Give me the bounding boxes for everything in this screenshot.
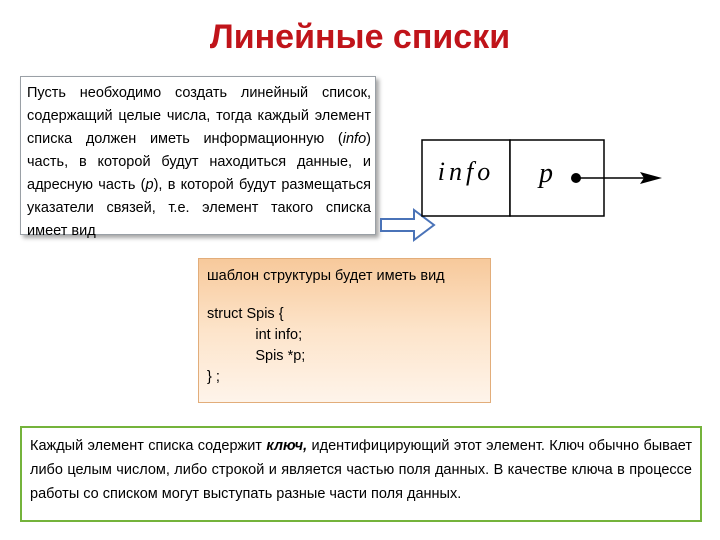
intro-text-part: Пусть необходимо создать линейный список, содержащий целые числа, тогда каждый элемент списка должен иметь информационную (	[27, 85, 371, 147]
key-text-part: идентифицирующий этот элемент. Ключ обычно бывает либо целым числом, либо строкой и является частью поля данных. В качестве ключа в процессе работы со списком могут выступать разные части поля данных.	[30, 438, 692, 502]
list-node-diagram	[418, 138, 668, 218]
intro-text-box	[20, 76, 376, 239]
code-line: } ;	[207, 369, 220, 385]
p-term: p	[145, 177, 154, 193]
key-term: ключ,	[266, 438, 308, 454]
code-heading: шаблон структуры будет иметь вид	[207, 268, 445, 284]
struct-template-box	[198, 258, 491, 403]
intro-text-part: ), в которой будут размещаться указатели связей, т.е. элемент такого списка имеет вид	[27, 177, 371, 239]
pointer-cell-label: p	[539, 158, 553, 189]
code-line: int info;	[207, 327, 303, 343]
code-line: Spis *p;	[207, 348, 306, 364]
key-description-box	[20, 426, 702, 522]
info-term: info	[342, 131, 367, 147]
key-text-part: Каждый элемент списка содержит	[30, 438, 267, 454]
info-cell-label: info	[437, 157, 495, 186]
intro-text-part: ) часть, в которой будут находиться данные, и адресную часть (	[27, 131, 371, 193]
code-line: struct Spis {	[207, 306, 284, 322]
page-title: Линейные списки	[209, 18, 511, 56]
